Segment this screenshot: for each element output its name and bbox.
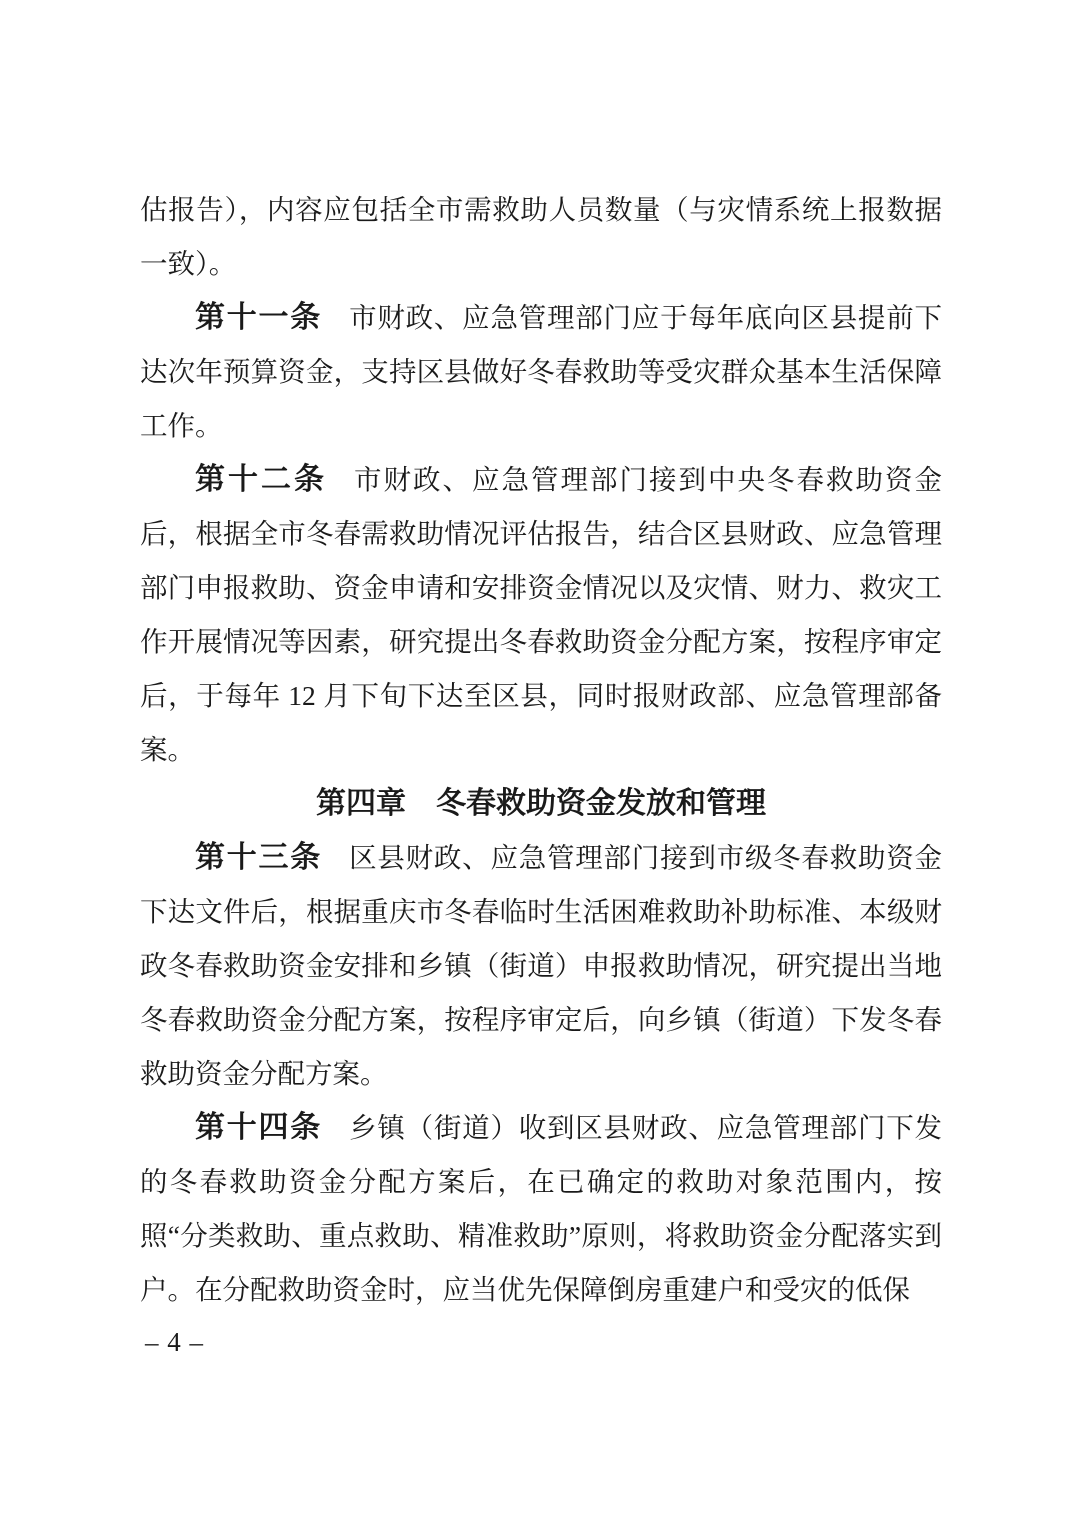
- document-body: [140, 183, 942, 1317]
- article-11-text: 市财政、应急管理部门应于每年底向区县提前下达次年预算资金，支持区县做好冬春救助等受灾群众基本生活保障工作。: [140, 302, 943, 441]
- paragraph-continuation: 估报告），内容应包括全市需救助人员数量（与灾情系统上报数据一致）。: [140, 194, 942, 279]
- paragraph-article-14: [140, 1101, 942, 1317]
- chapter-4-heading: 第四章 冬春救助资金发放和管理: [316, 787, 766, 820]
- article-13-number: 第十三条: [195, 841, 323, 874]
- article-13-text: 区县财政、应急管理部门接到市级冬春救助资金下达文件后，根据重庆市冬春临时生活困难救助补助标准、本级财政冬春救助资金安排和乡镇（街道）申报救助情况，研究提出当地冬春救助资金分配方案，按程序审定后，向乡镇（街道）下发冬春救助资金分配方案。: [140, 842, 943, 1089]
- paragraph-article-12: [140, 453, 942, 777]
- paragraph-article-11: [140, 291, 942, 453]
- article-12-text: 市财政、应急管理部门接到中央冬春救助资金后，根据全市冬春需救助情况评估报告，结合区县财政、应急管理部门申报救助、资金申请和安排资金情况以及灾情、财力、救灾工作开展情况等因素，研究提出冬春救助资金分配方案，按程序审定后，于每年 12 月下旬下达至区县，同时报财政部、应急管理部备案。: [140, 464, 942, 765]
- article-11-number: 第十一条: [195, 301, 323, 334]
- article-14-text: 乡镇（街道）收到区县财政、应急管理部门下发的冬春救助资金分配方案后，在已确定的救助对象范围内，按照“分类救助、重点救助、精准救助”原则，将救助资金分配落实到户。在分配救助资金时，应当优先保障倒房重建户和受灾的低保: [140, 1112, 943, 1305]
- paragraph-article-13: [140, 831, 942, 1101]
- page-number: – 4 –: [145, 1327, 204, 1357]
- article-14-number: 第十四条: [195, 1111, 323, 1144]
- article-12-number: 第十二条: [195, 463, 327, 496]
